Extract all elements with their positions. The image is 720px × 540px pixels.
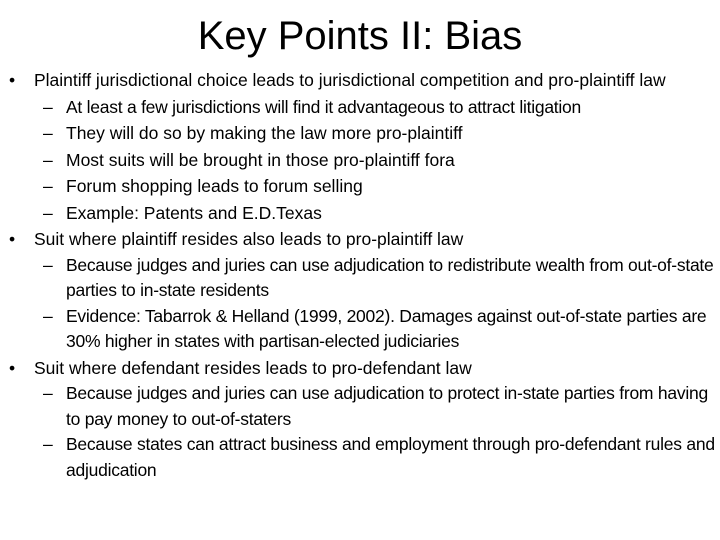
dash-marker: – — [43, 254, 53, 275]
sub-bullet-text: Because judges and juries can use adjudication to redistribute wealth from out-of-state parties to in-state residents — [66, 254, 714, 300]
dash-marker: – — [43, 202, 53, 223]
sub-bullet-item — [0, 432, 720, 483]
slide-content — [0, 68, 720, 483]
sub-bullet-item — [0, 147, 720, 174]
slide-title: Key Points II: Bias — [197, 14, 523, 58]
dash-marker: – — [43, 176, 53, 196]
sub-bullet-text: Because states can attract business and employment through pro-defendant rules and adjudication — [66, 434, 715, 480]
sub-bullet-item — [0, 253, 720, 304]
sub-bullet-item — [0, 200, 720, 227]
sub-bullet-item — [0, 120, 720, 147]
sub-bullet-text: They will do so by making the law more pro-plaintiff — [66, 123, 463, 143]
dash-marker: – — [43, 96, 53, 117]
sub-bullet-text: Because judges and juries can use adjudication to protect in-state parties from having to pay money to out-of-staters — [66, 383, 708, 429]
bullet-marker: • — [9, 357, 16, 378]
bullet-text: Plaintiff jurisdictional choice leads to jurisdictional competition and pro-plaintiff law — [34, 70, 666, 90]
sub-bullet-item — [0, 94, 720, 121]
sub-bullet-item — [0, 304, 720, 355]
bullet-item — [0, 355, 720, 382]
bullet-item — [0, 68, 720, 94]
sub-bullet-text: Most suits will be brought in those pro-plaintiff fora — [66, 149, 455, 170]
bullet-marker: • — [9, 229, 16, 249]
sub-bullet-item — [0, 173, 720, 200]
bullet-marker: • — [9, 70, 16, 90]
sub-bullet-item — [0, 381, 720, 432]
dash-marker: – — [43, 123, 53, 143]
dash-marker: – — [43, 383, 53, 403]
dash-marker: – — [43, 305, 53, 326]
sub-bullet-text: Forum shopping leads to forum selling — [66, 176, 363, 196]
sub-bullet-text: Example: Patents and E.D.Texas — [66, 202, 322, 223]
bullet-text: Suit where plaintiff resides also leads to pro-plaintiff law — [34, 229, 464, 249]
bullet-item — [0, 226, 720, 253]
dash-marker: – — [43, 434, 53, 454]
sub-bullet-text: At least a few jurisdictions will find it advantageous to attract litigation — [66, 96, 582, 117]
dash-marker: – — [43, 149, 53, 170]
sub-bullet-text: Evidence: Tabarrok & Helland (1999, 2002). Damages against out-of-state parties are 30% higher in states with partisan-elected judiciaries — [66, 305, 707, 351]
bullet-text: Suit where defendant resides leads to pro-defendant law — [34, 357, 472, 378]
